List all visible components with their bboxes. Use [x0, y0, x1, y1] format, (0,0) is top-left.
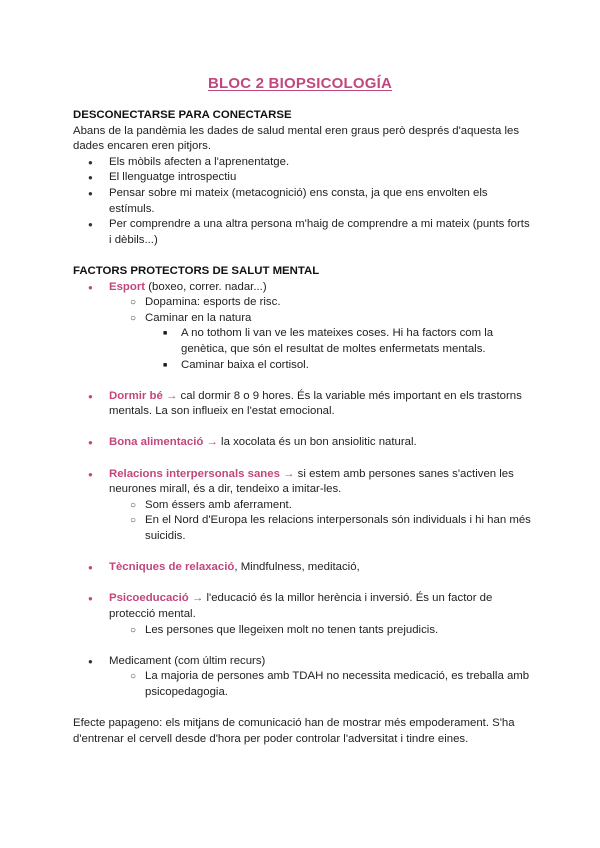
- list-item-relacions: [73, 467, 533, 545]
- list-item: ● Per comprendre a una altra persona m'haig de comprendre a mi mateix (punts forts i dèbils...): [73, 217, 533, 248]
- arrow-icon: →: [203, 436, 222, 449]
- alimentacio-list: [73, 435, 533, 451]
- list-item-medicament: [73, 654, 533, 701]
- relacions-sublist: [109, 498, 533, 545]
- keyword-psicoeducacio: Psicoeducació: [109, 592, 189, 605]
- list-item-esport: [73, 280, 533, 374]
- keyword-relaxacio: Tècniques de relaxació: [109, 561, 235, 574]
- relaxacio-text: , Mindfulness, meditació,: [234, 561, 360, 574]
- arrow-icon: →: [162, 389, 181, 402]
- section1-list: [73, 155, 533, 249]
- list-item: ○ La majoria de persones amb TDAH no necessita medicació, es treballa amb psicopedagogia.: [109, 669, 533, 700]
- section1-heading: DESCONECTARSE PARA CONECTARSE: [73, 109, 292, 121]
- list-item-psicoeducacio: [73, 591, 533, 638]
- section2-list: [73, 280, 533, 374]
- list-item: ■ Caminar baixa el cortisol.: [145, 358, 533, 374]
- esport-sub2-text: Caminar en la natura: [145, 311, 252, 324]
- medicament-list: [73, 654, 533, 701]
- relaxacio-list: [73, 560, 533, 576]
- alimentacio-text: la xocolata és un bon ansiolitic natural.: [221, 436, 417, 449]
- keyword-alimentacio: Bona alimentació: [109, 436, 204, 449]
- relacions-text: si estem amb persones sanes s'activen les neurones mirall, és a dir, tendeixo a imitar-les.: [109, 467, 514, 496]
- keyword-esport: Esport: [109, 280, 146, 293]
- list-item: ○ Les persones que llegeixen molt no tenen tants prejudicis.: [109, 623, 533, 639]
- list-item-alimentacio: [73, 435, 533, 451]
- page-title: BLOC 2 BIOPSICOLOGÍA: [207, 75, 392, 92]
- list-item: ■ A no tothom li van ve les mateixes coses. Hi ha factors com la genètica, que són el resultat de moltes enfermetats mentals.: [145, 326, 533, 357]
- medicament-text: Medicament (com últim recurs): [109, 654, 266, 667]
- arrow-icon: →: [188, 592, 207, 605]
- list-item: ○ Dopamina: esports de risc.: [109, 295, 533, 311]
- list-item-dormir: [73, 389, 533, 420]
- dormir-text: cal dormir 8 o 9 hores. És la variable més important en els trastorns mentals. La son influeix en l'estat emocional.: [109, 389, 522, 418]
- closing-paragraph: Efecte papageno: els mitjans de comunicació han de mostrar més empoderament. S'ha d'entrenar el cervell desde d'hora per poder controlar l'adversitat i tindre eines.: [73, 717, 515, 745]
- esport-sublist: [109, 295, 533, 373]
- section2-heading: FACTORS PROTECTORS DE SALUT MENTAL: [73, 264, 320, 277]
- list-item: ○ Som éssers amb aferrament.: [109, 498, 533, 514]
- list-item: ● El llenguatge introspectiu: [73, 170, 533, 186]
- list-item: ● Els mòbils afecten a l'aprenentatge.: [73, 155, 533, 171]
- list-item-relaxacio: [73, 560, 533, 576]
- list-item: ● Pensar sobre mi mateix (metacognició) ens consta, ja que ens envolten els estímuls.: [73, 186, 533, 217]
- psicoeducacio-text: l'educació és la millor herència i inversió. És un factor de protecció mental.: [109, 592, 493, 620]
- keyword-dormir: Dormir bé: [109, 389, 163, 402]
- dormir-list: [73, 389, 533, 420]
- medicament-sublist: [109, 669, 533, 700]
- psicoeducacio-sublist: [109, 623, 533, 639]
- document-body: [73, 108, 533, 747]
- esport-text: (boxeo, correr. nadar...): [145, 280, 267, 293]
- relacions-list: [73, 467, 533, 545]
- arrow-icon: →: [279, 467, 298, 480]
- psicoeducacio-list: [73, 591, 533, 638]
- list-item: ○ En el Nord d'Europa les relacions interpersonals són individuals i hi han més suicidis.: [109, 513, 533, 544]
- keyword-relacions: Relacions interpersonals sanes: [109, 467, 280, 480]
- list-item: [109, 311, 533, 373]
- esport-subsublist: [145, 326, 533, 373]
- section1-intro: Abans de la pandèmia les dades de salud mental eren graus però després d'aquesta les dades encaren eren pitjors.: [73, 124, 520, 153]
